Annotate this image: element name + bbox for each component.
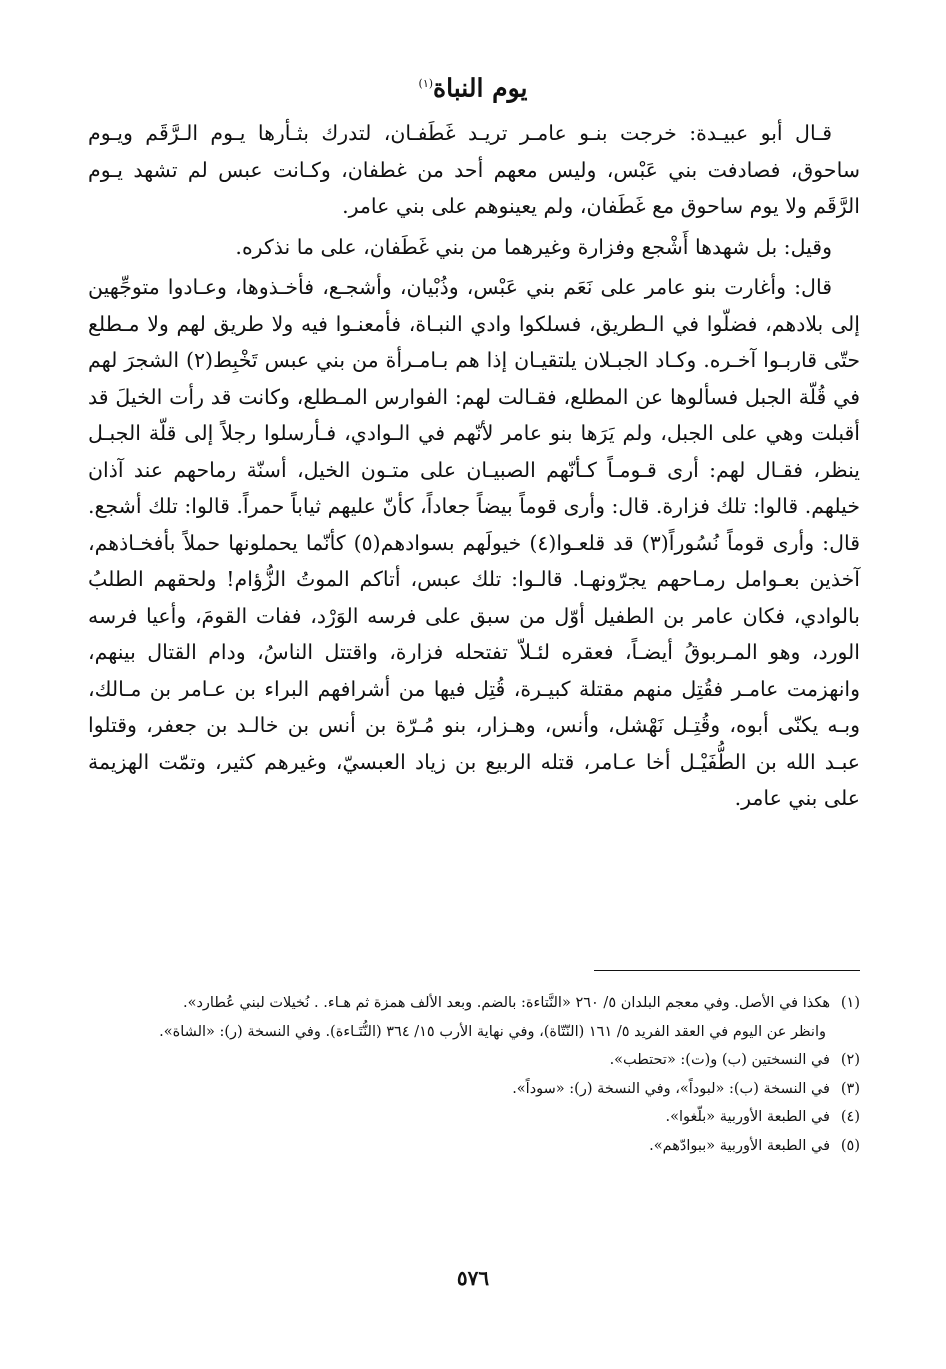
footnote-number: (٣): [840, 1080, 860, 1097]
footnote-text: وانظر عن اليوم في العقد الفريد ٥/ ١٦١ (النّتّاة)، وفي نهاية الأرب ١٥/ ٣٦٤ (النُّتَـاءة). وفي النسخة (ر): «الشاة».: [159, 1023, 826, 1040]
footnote-text: في النسخة (ب): «لبوداً»، وفي النسخة (ر): «سوداً».: [512, 1080, 830, 1097]
footnote-item: [88, 1047, 860, 1074]
footnote-item: [88, 1133, 860, 1160]
paragraph: قال: وأغارت بنو عامر على نَعَم بني عَبْس، وذُبْيان، وأشجـع، فأخـذوها، وعـادوا متوجِّهين إلى بلادهم، فضلّوا في الـطريق، فسلكوا وادي النبـاة، فأمعنـوا فيه ولا طريق لهم ولا مـطلع حتّى قاربـوا آخـره. وكـاد الجبـلان يلتقيـان إذا هم بـامـرأة من بني عبس تَخْبِط(٢) الشجرَ لهم في قُلّة الجبل فسألوها عن المطلع، فقـالت لهم: الفوارس المـطلع، وكانت قد رأت الخيلَ قد أقبلت وهي على الجبل، ولم يَرَها بنو عامر لأنّهم في الـوادي، فـأرسلوا رجلاً إلى قلّة الجبـل ينظر، فقـال لهم: أرى قـومـاً كـأنّهم الصبيـان على متـون الخيل، أسنّة رماحهم عند آذان خيلهم. قالوا: تلك فزارة. قال: وأرى قوماً بيضاً جعاداً، كأنّ عليهم ثياباً حمراً. قالوا: تلك أشجع. قال: وأرى قوماً نُسُوراً(٣) قد قلعـوا(٤) خيولَهم بسوادهم(٥) كأنّما يحملونها حملاً بأفخـاذهم، آخذين بعـوامل رمـاحهم يجرّونهـا. قالـوا: تلك عبس، أتاكم الموتُ الزُّؤام! ولحقهم الطلبُ بالوادي، فكان عامر بن الطفيل أوّل من سبق على فرسه الوَرْد، ففات القومَ، وأعيا فرسه الورد، وهو المـربوقُ أيضـاً، فعقره لئـلاّ تفتحله فزارة، واقتتل الناسُ، ودام القتال بينهم، وانهزمت عامـر فقُتِل منهم مقتلة كبيـرة، قُتِل فيها من أشرافهم البراء بن عـامر بن مـالك، وبـه يكنّى أبوه، وقُتِـل نَهْشل، وأنس، وهـزار، بنو مُـرّة بن أنس بن خالـد بن جعفر، وقتلوا عبـد الله بن الطُّفَيْـل أخا عـامر، قتله الربيع بن زياد العبسيّ، وغيرهم كثير، وتمّت الهزيمة على بني عامر.: [88, 275, 861, 810]
footnote-text: في الطبعة الأوربية «ببوادّهم».: [649, 1137, 830, 1154]
paragraph: قـال أبو عبيـدة: خرجت بنـو عامـر تريـد غَطَفـان، لتدرك بثـأرها يـوم الـرَّقَم ويـوم ساحوق، فصادفت بني عَبْس، وليس معهم أحد من غطفان، وكـانت عبس لم تشهد يـوم الرَّقَم ولا يوم ساحوق مع غَطَفان، ولم يعينوهم على بني عامر.: [88, 121, 860, 218]
footnote-text: في الطبعة الأوربية «بلّغوا».: [665, 1109, 830, 1125]
chapter-title-text: يوم النباة: [433, 73, 528, 103]
footnote-item: [88, 1076, 860, 1103]
footnote-text: هكذا في الأصل. وفي معجم البلدان ٥/ ٢٦٠ «النَّتاءة: بالضم. وبعد الألف همزة ثم هـاء. . نُخيلات لبني عُطارد».: [182, 995, 830, 1011]
footnote-item: [88, 990, 860, 1017]
footnote-number: (٤): [840, 1109, 860, 1125]
footnote-text: في النسختين (ب) و(ت): «تحتطب».: [609, 1052, 830, 1068]
chapter-title: [0, 66, 946, 106]
main-text: [88, 115, 860, 817]
paragraph: وقيل: بل شهدها أَشْجع وفزارة وغيرهما من بني غَطَفان، على ما نذكره.: [235, 234, 832, 259]
footnote-item: [88, 1104, 860, 1131]
footnote-number: (٥): [840, 1137, 860, 1154]
footnotes: [88, 990, 860, 1161]
title-footnote-ref: (١): [418, 77, 434, 90]
footnote-divider: [594, 970, 860, 971]
footnote-number: (٢): [840, 1052, 860, 1068]
page-number: ٥٧٦: [456, 1266, 490, 1290]
footnote-number: (١): [840, 995, 860, 1011]
footnote-item: [88, 1019, 860, 1046]
